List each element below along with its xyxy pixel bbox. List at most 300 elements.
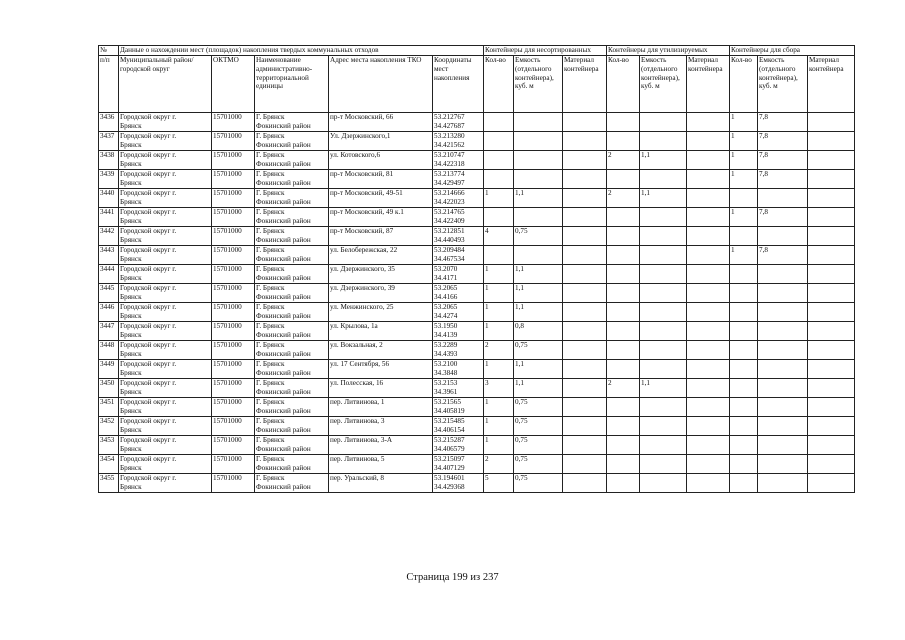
cell-recycle-volume [640,170,687,189]
cell-collect-material [808,360,855,379]
cell-coordinates-line: 53.210747 [434,151,465,159]
cell-coordinates [433,151,484,170]
cell-municipal-line: Брянск [120,482,142,491]
table-row [99,360,855,379]
cell-unsorted-material [563,379,607,398]
cell-coordinates [433,208,484,227]
cell-collect-count [730,474,758,493]
cell-unsorted-material [563,246,607,265]
table-row [99,474,855,493]
cell-municipal-line: Брянск [120,178,142,187]
cell-municipal [119,379,212,398]
cell-unsorted-count [484,151,514,170]
cell-unsorted-material [563,303,607,322]
cell-address: пр-т Московский, 49 к.1 [329,208,433,227]
cell-municipal [119,189,212,208]
cell-municipal [119,113,212,132]
cell-collect-count [730,436,758,455]
cell-admin-unit [255,398,329,417]
cell-recycle-material [687,341,730,360]
cell-recycle-material [687,265,730,284]
cell-number: 3444 [99,265,119,284]
cell-recycle-count [607,113,640,132]
cell-coordinates [433,360,484,379]
cell-collect-material [808,455,855,474]
cell-collect-material [808,113,855,132]
cell-coordinates-line: 53.2289 [434,341,458,349]
cell-recycle-material [687,474,730,493]
cell-coordinates-line: 34.407129 [434,463,465,472]
cell-recycle-count [607,170,640,189]
cell-recycle-volume [640,284,687,303]
cell-recycle-count: 2 [607,379,640,398]
cell-recycle-material [687,379,730,398]
cell-collect-volume [758,227,808,246]
table-header [99,46,855,113]
cell-admin-unit [255,265,329,284]
cell-address: пер. Литвинова, 3 [329,417,433,436]
cell-unsorted-count [484,132,514,151]
cell-municipal [119,265,212,284]
cell-admin-unit [255,170,329,189]
cell-admin-unit-line: Г. Брянск [256,455,285,463]
cell-coordinates-line: 34.406154 [434,425,465,434]
cell-admin-unit [255,208,329,227]
cell-admin-unit-line: Г. Брянск [256,113,285,121]
cell-coordinates-line: 53.215287 [434,436,465,444]
cell-address: пр-т Московский, 87 [329,227,433,246]
cell-unsorted-count: 5 [484,474,514,493]
cell-unsorted-material [563,113,607,132]
cell-municipal-line: Брянск [120,159,142,168]
cell-collect-material [808,132,855,151]
cell-collect-material [808,151,855,170]
cell-collect-volume [758,474,808,493]
cell-unsorted-volume: 1,1 [514,189,563,208]
cell-recycle-volume [640,208,687,227]
cell-coordinates-line: 34.422023 [434,197,465,206]
cell-recycle-material [687,322,730,341]
cell-municipal [119,132,212,151]
cell-municipal [119,417,212,436]
cell-municipal [119,322,212,341]
cell-collect-material [808,436,855,455]
cell-collect-material [808,208,855,227]
cell-coordinates-line: 34.467534 [434,254,465,263]
header-no: № [99,46,119,56]
cell-collect-volume: 7,8 [758,170,808,189]
cell-coordinates-line: 53.194601 [434,474,465,482]
cell-coordinates-line: 34.421562 [434,140,465,149]
cell-coordinates-line: 53.2153 [434,379,458,387]
cell-coordinates [433,398,484,417]
header-row-groups [99,46,855,56]
cell-unsorted-material [563,417,607,436]
cell-municipal [119,455,212,474]
cell-coordinates-line: 53.2070 [434,265,458,273]
cell-collect-volume [758,284,808,303]
cell-coordinates-line: 34.3848 [434,368,458,377]
cell-unsorted-material [563,474,607,493]
cell-municipal-line: Городской округ г. [120,246,177,254]
cell-admin-unit-line: Г. Брянск [256,417,285,425]
cell-recycle-count [607,208,640,227]
cell-number: 3439 [99,170,119,189]
cell-recycle-material [687,208,730,227]
header-address: Адрес места накопления ТКО [329,56,433,113]
cell-address: ул. Белобережская, 22 [329,246,433,265]
cell-unsorted-volume [514,151,563,170]
cell-recycle-volume: 1,1 [640,151,687,170]
cell-admin-unit-line: Фокинский район [256,216,311,225]
cell-admin-unit-line: Г. Брянск [256,341,285,349]
cell-municipal-line: Брянск [120,387,142,396]
cell-admin-unit [255,284,329,303]
cell-unsorted-volume [514,208,563,227]
page-number: Страница 199 из 237 [406,572,499,583]
cell-municipal-line: Городской округ г. [120,284,177,292]
cell-number: 3447 [99,322,119,341]
cell-municipal [119,170,212,189]
cell-oktmo: 15701000 [212,379,255,398]
cell-admin-unit [255,132,329,151]
cell-oktmo: 15701000 [212,436,255,455]
cell-admin-unit [255,322,329,341]
cell-municipal-line: Городской округ г. [120,341,177,349]
cell-unsorted-material [563,170,607,189]
cell-coordinates [433,303,484,322]
cell-unsorted-count: 1 [484,322,514,341]
cell-coordinates-line: 53.1950 [434,322,458,330]
table-row [99,379,855,398]
cell-municipal [119,246,212,265]
cell-recycle-volume [640,474,687,493]
table-row [99,227,855,246]
cell-admin-unit-line: Фокинский район [256,444,311,453]
cell-unsorted-volume: 0,75 [514,227,563,246]
cell-admin-unit-line: Фокинский район [256,311,311,320]
cell-recycle-count [607,398,640,417]
cell-unsorted-material [563,436,607,455]
cell-admin-unit [255,227,329,246]
cell-recycle-material [687,132,730,151]
cell-recycle-volume [640,322,687,341]
cell-number: 3437 [99,132,119,151]
cell-collect-count [730,455,758,474]
cell-admin-unit-line: Фокинский район [256,292,311,301]
table-body [99,113,855,493]
cell-municipal-line: Брянск [120,330,142,339]
cell-unsorted-count: 2 [484,341,514,360]
cell-address: ул. Дзержинского, 39 [329,284,433,303]
cell-recycle-volume [640,417,687,436]
cell-municipal [119,341,212,360]
cell-collect-count [730,379,758,398]
cell-oktmo: 15701000 [212,474,255,493]
cell-address: пр-т Московский, 81 [329,170,433,189]
header-group-unsorted: Контейнеры для несортированных [484,46,607,56]
cell-address: ул. Полесская, 16 [329,379,433,398]
header-row-columns [99,56,855,113]
cell-recycle-material [687,227,730,246]
cell-admin-unit [255,113,329,132]
cell-collect-count: 1 [730,170,758,189]
cell-municipal-line: Городской округ г. [120,208,177,216]
cell-collect-material [808,341,855,360]
cell-municipal-line: Городской округ г. [120,398,177,406]
cell-unsorted-volume: 1,1 [514,303,563,322]
cell-recycle-material [687,436,730,455]
cell-recycle-count [607,303,640,322]
cell-number: 3436 [99,113,119,132]
cell-recycle-count [607,132,640,151]
cell-unsorted-volume: 1,1 [514,265,563,284]
cell-coordinates-line: 53.21565 [434,398,461,406]
cell-coordinates [433,246,484,265]
cell-unsorted-volume: 1,1 [514,284,563,303]
cell-coordinates-line: 53.213280 [434,132,465,140]
cell-unsorted-material [563,227,607,246]
cell-coordinates-line: 34.405819 [434,406,465,415]
cell-number: 3455 [99,474,119,493]
cell-number: 3441 [99,208,119,227]
cell-collect-volume [758,265,808,284]
cell-address: ул. 17 Сентября, 56 [329,360,433,379]
cell-oktmo: 15701000 [212,341,255,360]
cell-address: пр-т Московский, 49-51 [329,189,433,208]
cell-admin-unit-line: Фокинский район [256,254,311,263]
cell-unsorted-volume: 0,75 [514,436,563,455]
cell-number: 3445 [99,284,119,303]
cell-number: 3438 [99,151,119,170]
cell-coordinates [433,474,484,493]
cell-recycle-material [687,303,730,322]
cell-coordinates-line: 34.4393 [434,349,458,358]
cell-unsorted-count [484,208,514,227]
cell-municipal-line: Городской округ г. [120,360,177,368]
cell-unsorted-volume [514,246,563,265]
cell-admin-unit-line: Фокинский район [256,463,311,472]
cell-coordinates-line: 53.209484 [434,246,465,254]
cell-coordinates [433,113,484,132]
cell-admin-unit-line: Г. Брянск [256,398,285,406]
cell-unsorted-count: 1 [484,303,514,322]
cell-oktmo: 15701000 [212,284,255,303]
cell-admin-unit [255,417,329,436]
cell-recycle-material [687,417,730,436]
cell-coordinates [433,227,484,246]
cell-municipal-line: Городской округ г. [120,417,177,425]
cell-collect-count: 1 [730,151,758,170]
cell-recycle-volume [640,398,687,417]
cell-admin-unit-line: Г. Брянск [256,246,285,254]
cell-oktmo: 15701000 [212,132,255,151]
cell-collect-material [808,474,855,493]
cell-admin-unit [255,303,329,322]
cell-admin-unit-line: Г. Брянск [256,360,285,368]
cell-admin-unit-line: Фокинский район [256,178,311,187]
cell-municipal [119,208,212,227]
cell-recycle-volume [640,341,687,360]
cell-collect-volume: 7,8 [758,208,808,227]
cell-unsorted-count: 1 [484,284,514,303]
header-recycle-material: Материал контейнера [687,56,730,113]
cell-address: ул. Дзержинского, 35 [329,265,433,284]
cell-unsorted-material [563,189,607,208]
cell-coordinates-line: 34.406579 [434,444,465,453]
cell-collect-count [730,265,758,284]
cell-municipal-line: Брянск [120,368,142,377]
cell-admin-unit [255,246,329,265]
cell-coordinates-line: 34.422409 [434,216,465,225]
cell-unsorted-count: 2 [484,455,514,474]
cell-oktmo: 15701000 [212,303,255,322]
cell-collect-volume [758,398,808,417]
cell-unsorted-count [484,113,514,132]
cell-oktmo: 15701000 [212,246,255,265]
cell-number: 3450 [99,379,119,398]
cell-unsorted-volume [514,132,563,151]
cell-oktmo: 15701000 [212,227,255,246]
cell-oktmo: 15701000 [212,417,255,436]
header-unsorted-count: Кол-во [484,56,514,113]
cell-unsorted-count: 1 [484,360,514,379]
cell-unsorted-volume: 0,8 [514,322,563,341]
cell-unsorted-count [484,246,514,265]
cell-oktmo: 15701000 [212,170,255,189]
cell-coordinates [433,322,484,341]
cell-admin-unit [255,360,329,379]
cell-recycle-count [607,322,640,341]
cell-admin-unit-line: Фокинский район [256,425,311,434]
cell-address: ул. Крылова, 1а [329,322,433,341]
cell-unsorted-material [563,132,607,151]
cell-municipal-line: Брянск [120,273,142,282]
cell-coordinates-line: 34.4171 [434,273,458,282]
table-row [99,417,855,436]
cell-municipal [119,303,212,322]
cell-unsorted-material [563,341,607,360]
cell-municipal-line: Городской округ г. [120,189,177,197]
cell-oktmo: 15701000 [212,151,255,170]
cell-recycle-count [607,417,640,436]
cell-collect-material [808,170,855,189]
header-coordinates: Координаты мест накопления [433,56,484,113]
cell-collect-volume [758,417,808,436]
cell-recycle-volume [640,113,687,132]
cell-coordinates [433,417,484,436]
cell-admin-unit-line: Фокинский район [256,197,311,206]
cell-collect-material [808,417,855,436]
cell-address: пер. Литвинова, 3-А [329,436,433,455]
cell-recycle-volume [640,132,687,151]
cell-recycle-count [607,284,640,303]
cell-municipal-line: Брянск [120,254,142,263]
cell-municipal [119,227,212,246]
cell-municipal-line: Брянск [120,425,142,434]
cell-unsorted-count: 3 [484,379,514,398]
cell-coordinates-line: 34.429368 [434,482,465,491]
header-collect-material: Материал контейнера [808,56,855,113]
cell-number: 3454 [99,455,119,474]
cell-unsorted-volume: 0,75 [514,455,563,474]
cell-coordinates [433,189,484,208]
cell-collect-volume: 7,8 [758,151,808,170]
cell-collect-count: 1 [730,246,758,265]
cell-unsorted-material [563,398,607,417]
cell-address: ул. Котовского,6 [329,151,433,170]
cell-coordinates-line: 53.215485 [434,417,465,425]
cell-collect-volume: 7,8 [758,246,808,265]
cell-admin-unit [255,474,329,493]
table-row [99,322,855,341]
cell-collect-count [730,227,758,246]
header-group-recycle: Контейнеры для утилизируемых [607,46,730,56]
cell-collect-volume [758,303,808,322]
cell-coordinates [433,379,484,398]
cell-admin-unit-line: Фокинский район [256,121,311,130]
cell-municipal-line: Городской округ г. [120,265,177,273]
cell-municipal-line: Городской округ г. [120,227,177,235]
cell-admin-unit-line: Г. Брянск [256,208,285,216]
cell-address: пер. Уральский, 8 [329,474,433,493]
cell-municipal [119,360,212,379]
cell-collect-count [730,322,758,341]
cell-number: 3440 [99,189,119,208]
cell-collect-material [808,246,855,265]
cell-unsorted-count: 4 [484,227,514,246]
cell-recycle-volume [640,303,687,322]
cell-admin-unit [255,379,329,398]
cell-recycle-count [607,436,640,455]
cell-admin-unit-line: Фокинский район [256,235,311,244]
cell-coordinates-line: 34.440493 [434,235,465,244]
cell-collect-material [808,265,855,284]
cell-recycle-volume [640,360,687,379]
cell-admin-unit-line: Г. Брянск [256,170,285,178]
cell-recycle-material [687,360,730,379]
cell-collect-volume [758,436,808,455]
cell-recycle-material [687,398,730,417]
cell-admin-unit-line: Г. Брянск [256,189,285,197]
cell-municipal-line: Городской округ г. [120,322,177,330]
cell-recycle-volume [640,455,687,474]
header-unsorted-material: Материал контейнера [563,56,607,113]
cell-recycle-count [607,360,640,379]
header-no-pp: п/п [99,56,119,113]
cell-municipal-line: Брянск [120,349,142,358]
cell-municipal-line: Брянск [120,216,142,225]
cell-unsorted-material [563,322,607,341]
cell-recycle-volume [640,246,687,265]
cell-collect-count [730,360,758,379]
cell-collect-count [730,341,758,360]
cell-admin-unit-line: Г. Брянск [256,474,285,482]
cell-recycle-count: 2 [607,151,640,170]
cell-unsorted-material [563,151,607,170]
table-row [99,341,855,360]
table-row [99,113,855,132]
cell-recycle-material [687,246,730,265]
table-row [99,265,855,284]
cell-recycle-material [687,151,730,170]
cell-municipal [119,284,212,303]
cell-unsorted-count [484,170,514,189]
cell-collect-volume [758,341,808,360]
cell-unsorted-count: 1 [484,265,514,284]
cell-coordinates [433,284,484,303]
cell-municipal-line: Городской округ г. [120,113,177,121]
